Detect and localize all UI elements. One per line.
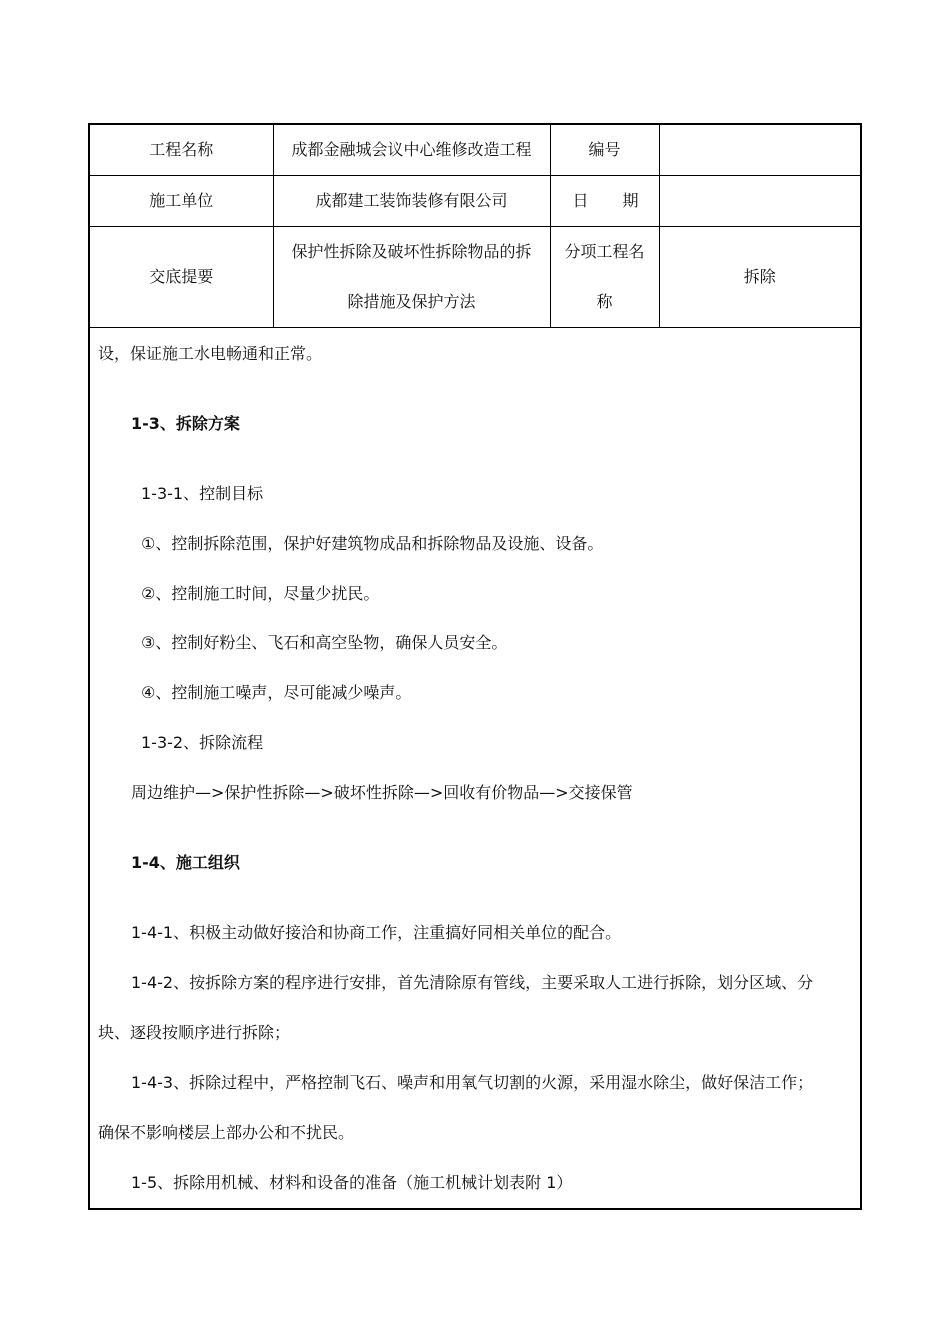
list-item: ③、控制好粉尘、飞石和高空坠物，确保人员安全。 <box>141 633 508 652</box>
project-name-value: 成都金融城会议中心维修改造工程 <box>273 125 550 176</box>
sub-project-value: 拆除 <box>659 227 860 328</box>
header-row-summary <box>90 227 860 328</box>
paragraph-line: 1-4-3、拆除过程中，严格控制飞石、噪声和用氧气切割的火源，采用湿水除尘，做好保洁工作； <box>131 1073 814 1092</box>
sub-project-label <box>550 227 659 328</box>
paragraph-line: 1-4-1、积极主动做好接洽和协商工作，注重搞好同相关单位的配合。 <box>131 923 622 942</box>
contractor-value: 成都建工装饰装修有限公司 <box>273 176 550 227</box>
list-item: ④、控制施工噪声，尽可能减少噪声。 <box>141 683 412 702</box>
paragraph-line: 1-4-2、按拆除方案的程序进行安排，首先清除原有管线，主要采取人工进行拆除，划分区域、分 <box>131 973 814 992</box>
date-value <box>659 176 860 227</box>
paragraph-line: 块、逐段按顺序进行拆除； <box>98 1023 291 1042</box>
header-row-contractor <box>90 176 860 227</box>
section-heading: 1-3、拆除方案 <box>131 414 240 433</box>
subsection-heading: 1-3-2、拆除流程 <box>141 733 264 752</box>
paragraph-line: 确保不影响楼层上部办公和不扰民。 <box>98 1123 355 1142</box>
serial-number-label: 编号 <box>550 125 659 176</box>
serial-number-value <box>659 125 860 176</box>
list-item: ②、控制施工时间，尽量少扰民。 <box>141 584 380 603</box>
header-table <box>90 125 860 328</box>
paragraph-line: 1-5、拆除用机械、材料和设备的准备（施工机械计划表附 1） <box>131 1173 573 1192</box>
process-flow: 周边维护—>保护性拆除—>破坏性拆除—>回收有价物品—>交接保管 <box>131 783 633 802</box>
date-label-char2: 期 <box>622 191 639 210</box>
summary-value <box>273 227 550 328</box>
date-label-char1: 日 <box>572 191 589 210</box>
subsection-heading: 1-3-1、控制目标 <box>141 484 264 503</box>
date-label <box>550 176 659 227</box>
list-item: ①、控制拆除范围，保护好建筑物成品和拆除物品及设施、设备。 <box>141 534 604 553</box>
sub-project-label-line1: 分项工程名 <box>564 242 645 261</box>
summary-value-line2: 除措施及保护方法 <box>347 292 476 311</box>
project-name-label: 工程名称 <box>90 125 273 176</box>
document-frame <box>88 123 862 1210</box>
sub-project-label-line2: 称 <box>596 292 613 311</box>
section-heading: 1-4、施工组织 <box>131 853 240 872</box>
summary-value-line1: 保护性拆除及破坏性拆除物品的拆 <box>291 242 532 261</box>
paragraph-line: 设，保证施工水电畅通和正常。 <box>98 344 323 363</box>
summary-label: 交底提要 <box>90 227 273 328</box>
header-row-project <box>90 125 860 176</box>
contractor-label: 施工单位 <box>90 176 273 227</box>
